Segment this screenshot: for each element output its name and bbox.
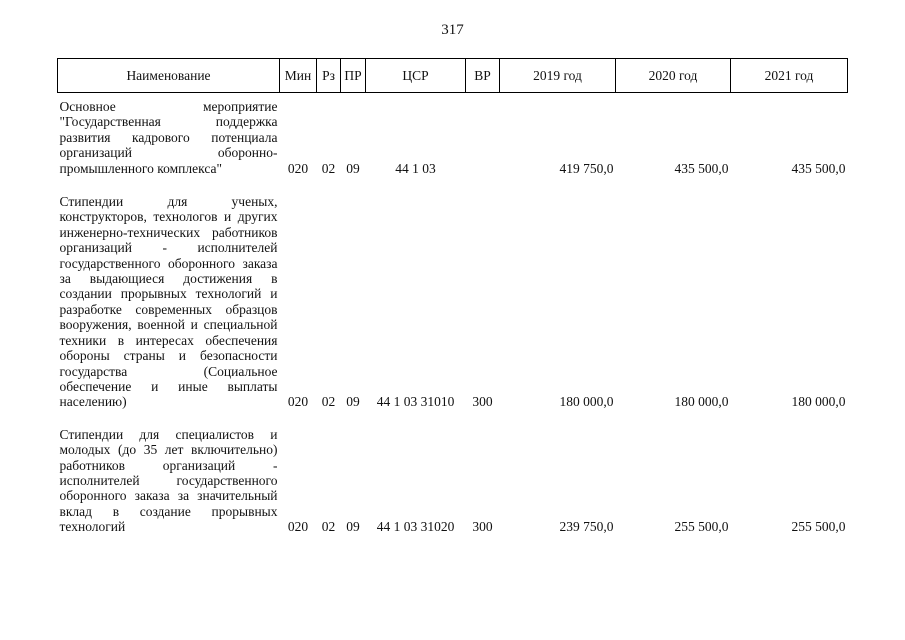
row-2019: 239 750,0 (559, 519, 614, 535)
row-csr: 44 1 03 (395, 160, 436, 176)
page-number: 317 (441, 22, 464, 38)
row-vr: 300 (472, 394, 493, 410)
row-min: 020 (287, 519, 309, 535)
row-2021: 180 000,0 (791, 394, 846, 410)
row-vr (466, 93, 500, 177)
row-rz: 02 (321, 519, 336, 535)
row-2019: 180 000,0 (559, 394, 614, 410)
row-2021: 255 500,0 (791, 519, 846, 535)
row-name: Стипендии для ученых, конструкторов, технологов и других инженерно-технических работников организаций - исполнителей государственного оборонного заказа за выдающиеся достижения в создании прорывных технологий и разработке современных образцов вооружения, военной и специальной техники в интересах обеспечения обороны страны и безопасности государства (Социальное обеспечение и иные выплаты населению) (59, 194, 278, 410)
header-rz: Рз (317, 59, 341, 93)
row-min: 020 (287, 160, 309, 176)
row-2019: 419 750,0 (559, 160, 614, 176)
row-2020: 435 500,0 (674, 160, 729, 176)
header-2020: 2020 год (616, 59, 731, 93)
row-2020: 180 000,0 (674, 394, 729, 410)
header-min: Мин (280, 59, 317, 93)
row-pr: 09 (346, 519, 360, 535)
row-rz: 02 (321, 160, 336, 176)
header-pr: ПР (341, 59, 366, 93)
row-csr: 44 1 03 31010 (376, 394, 455, 410)
row-rz: 02 (321, 394, 336, 410)
row-2020: 255 500,0 (674, 519, 729, 535)
table-row (58, 176, 848, 410)
row-pr: 09 (346, 160, 360, 176)
budget-table (57, 58, 848, 535)
header-2019: 2019 год (500, 59, 616, 93)
table-row (58, 410, 848, 535)
header-csr: ЦСР (366, 59, 466, 93)
row-name: Основное мероприятие "Государственная поддержка развития кадрового потенциала организаций оборонно-промышленного комплекса" (59, 99, 278, 176)
row-min: 020 (287, 394, 309, 410)
header-name: Наименование (58, 59, 280, 93)
header-vr: ВР (466, 59, 500, 93)
header-2021: 2021 год (731, 59, 848, 93)
table-header-row (58, 59, 848, 93)
row-2021: 435 500,0 (791, 160, 846, 176)
row-pr: 09 (346, 394, 360, 410)
row-name: Стипендии для специалистов и молодых (до 35 лет включительно) работников организаций - исполнителей государственного оборонного заказа за значительный вклад в создание прорывных технологий (59, 426, 278, 535)
row-vr: 300 (472, 519, 493, 535)
table-row (58, 93, 848, 177)
row-csr: 44 1 03 31020 (376, 519, 455, 535)
